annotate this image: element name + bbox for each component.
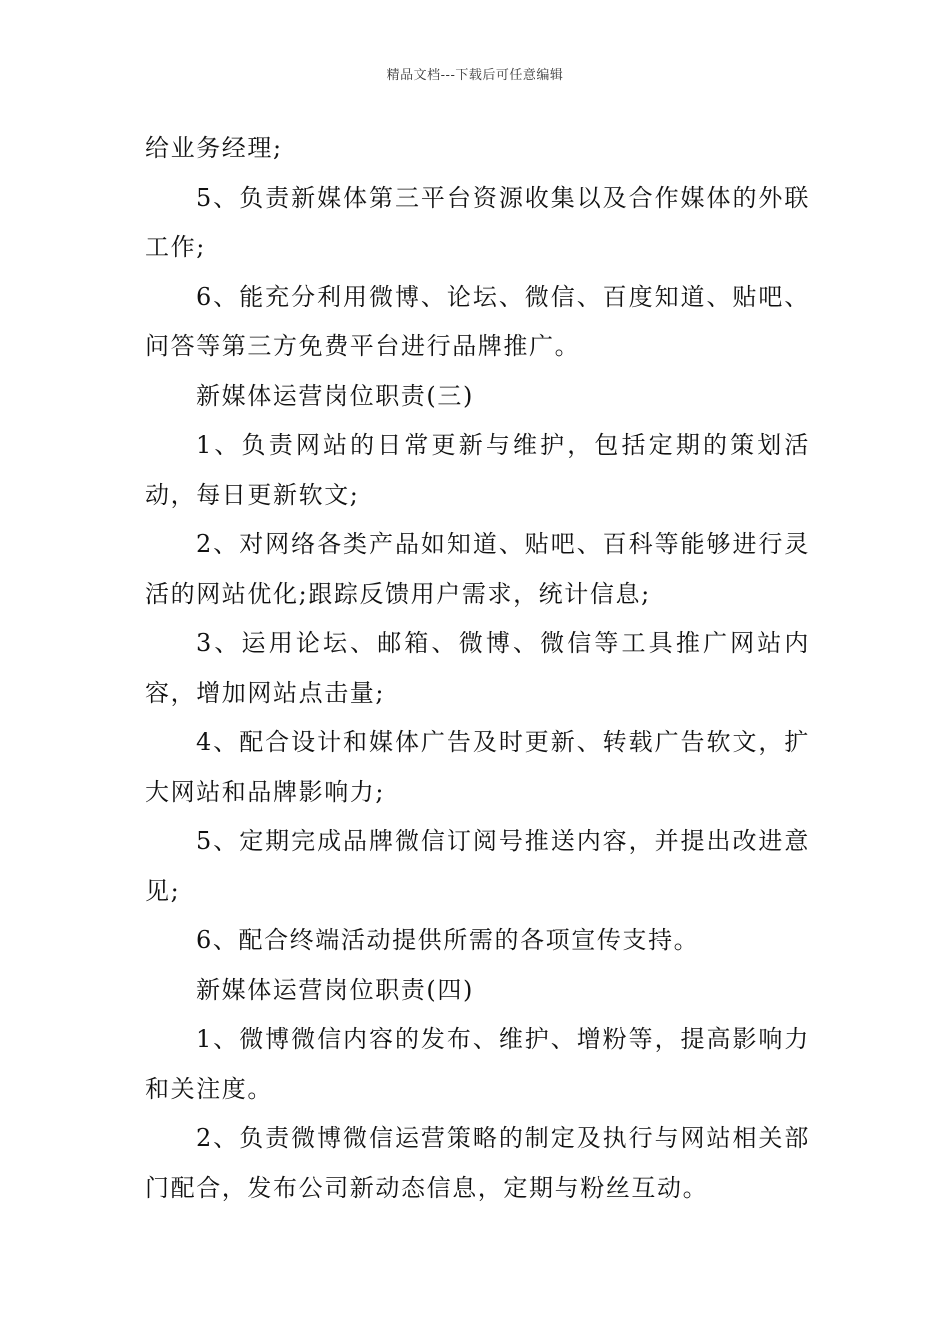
paragraph-item-1: 1、负责网站的日常更新与维护，包括定期的策划活动，每日更新软文; [145, 431, 810, 509]
paragraph-item-3: 3、运用论坛、邮箱、微博、微信等工具推广网站内容，增加网站点击量; [145, 629, 810, 707]
document-body [145, 124, 810, 1213]
section-heading-3: 新媒体运营岗位职责(三) [196, 381, 474, 410]
paragraph-item-4: 4、配合设计和媒体广告及时更新、转载广告软文，扩大网站和品牌影响力; [145, 728, 810, 806]
paragraph-item-1: 1、微博微信内容的发布、维护、增粉等，提高影响力和关注度。 [145, 1025, 810, 1103]
paragraph-item-2: 2、对网络各类产品如知道、贴吧、百科等能够进行灵活的网站优化;跟踪反馈用户需求，统计信息; [145, 530, 810, 608]
paragraph-continuation: 给业务经理; [145, 134, 283, 162]
paragraph-item-6: 6、配合终端活动提供所需的各项宣传支持。 [196, 926, 700, 954]
paragraph-item-5: 5、定期完成品牌微信订阅号推送内容，并提出改进意见; [145, 827, 810, 905]
paragraph-item-2: 2、负责微博微信运营策略的制定及执行与网站相关部门配合，发布公司新动态信息，定期与粉丝互动。 [145, 1124, 810, 1202]
section-heading-4: 新媒体运营岗位职责(四) [196, 975, 474, 1004]
paragraph-item-6: 6、能充分利用微博、论坛、微信、百度知道、贴吧、问答等第三方免费平台进行品牌推广。 [145, 282, 810, 360]
paragraph-item-5: 5、负责新媒体第三平台资源收集以及合作媒体的外联工作; [145, 183, 810, 261]
page-header: 精品文档---下载后可任意编辑 [386, 68, 564, 83]
